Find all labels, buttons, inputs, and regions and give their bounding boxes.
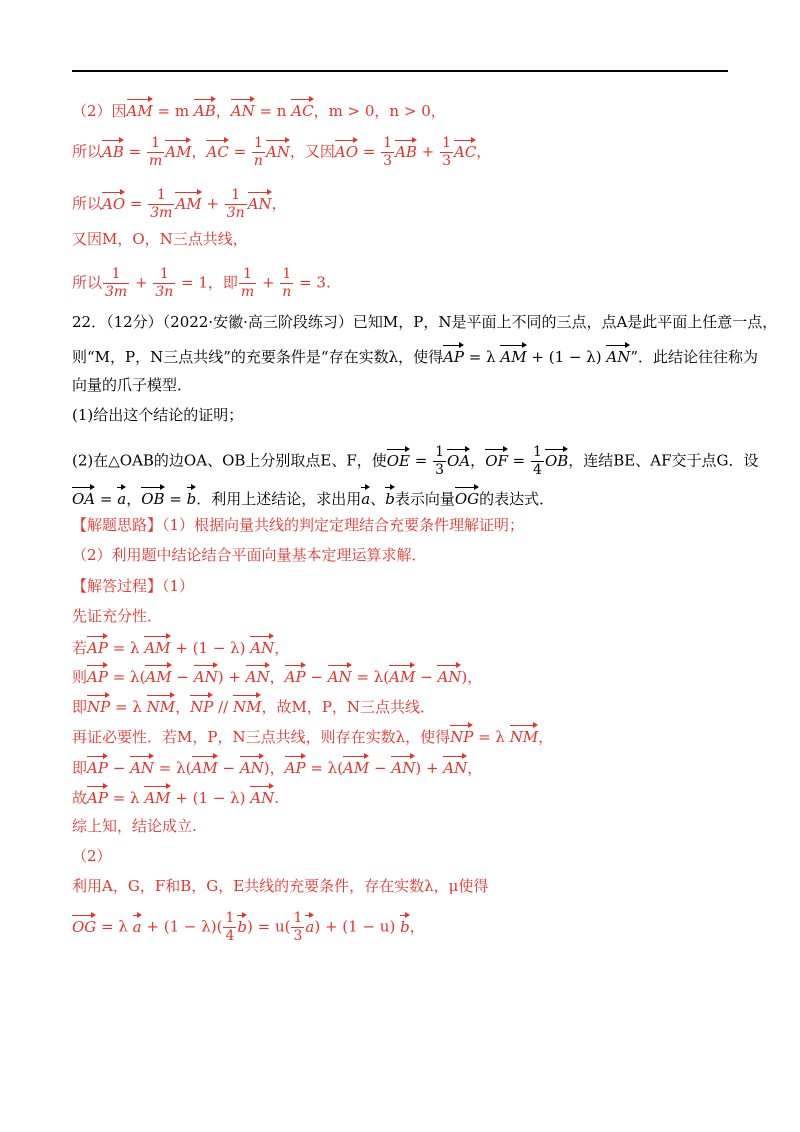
vector: AN bbox=[130, 754, 154, 778]
fraction: $\frac{1}{3}$ bbox=[383, 135, 393, 169]
vector: b bbox=[400, 913, 410, 937]
fraction: $\frac{1}{m}$ bbox=[148, 135, 163, 169]
vector: AN bbox=[443, 754, 467, 778]
vector: AN bbox=[250, 634, 274, 658]
vector: NP bbox=[190, 693, 213, 717]
vector: AN bbox=[606, 343, 630, 367]
vector: a bbox=[305, 913, 314, 937]
solution-line: 即AP − AN = λ(AM − AN)，AP = λ(AM − AN) + AN， bbox=[72, 754, 732, 778]
header-rule bbox=[72, 70, 728, 72]
vector: OG bbox=[455, 485, 479, 509]
vector: AP bbox=[285, 754, 306, 778]
solution-part-2-heading: （2） bbox=[72, 847, 112, 865]
vector: b bbox=[237, 913, 247, 937]
solution-line: 先证充分性． bbox=[72, 607, 163, 625]
vector: AC bbox=[206, 138, 228, 162]
vector: AC bbox=[291, 97, 313, 121]
vector: NP bbox=[87, 693, 110, 717]
vector: AN bbox=[194, 663, 218, 687]
vector: AN bbox=[250, 784, 274, 808]
vector: AB bbox=[102, 138, 124, 162]
vector: AN bbox=[328, 663, 352, 687]
vector: OE bbox=[387, 447, 410, 471]
fraction: $\frac{1}{3m}$ bbox=[105, 266, 128, 300]
vector: AP bbox=[87, 634, 108, 658]
vector: AN bbox=[391, 754, 415, 778]
fraction: $\frac{1}{4}$ bbox=[225, 910, 235, 944]
vector: AN bbox=[437, 663, 461, 687]
vector: AM bbox=[165, 138, 191, 162]
fraction: $\frac{1}{3}$ bbox=[435, 444, 445, 478]
vector: AM bbox=[343, 754, 369, 778]
question-22: 22．（12分）（2022·安徽·高三阶段练习）已知M，P，N是平面上不同的三点，点A是此平面上任意一点， bbox=[72, 313, 778, 331]
vector: b bbox=[187, 485, 197, 509]
vector: b bbox=[385, 485, 395, 509]
vector: OF bbox=[485, 447, 508, 471]
vector: NP bbox=[450, 723, 473, 747]
vector: AN bbox=[266, 138, 290, 162]
question-part-2: (2)在△OAB的边OA、OB上分别取点E、F，使OE = $\frac{1}{3}$ OA，OF = $\frac{1}{4}$ OB，连结BE、AF交于点G．设 bbox=[72, 444, 759, 478]
vector: a bbox=[361, 485, 370, 509]
vector: OB bbox=[545, 447, 568, 471]
solution-line: 利用A，G，F和B，G，E共线的充要条件，存在实数λ，μ使得 bbox=[72, 877, 489, 895]
vector: NM bbox=[233, 693, 261, 717]
vector: AP bbox=[87, 754, 108, 778]
vector: AP bbox=[87, 663, 108, 687]
answer-line-2: 所以AB = $\frac{1}{m}$ AM，AC = $\frac{1}{n}$ AN，又因AO = $\frac{1}{3}$ AB + $\frac{1}{3}$ AC， bbox=[72, 135, 492, 169]
vector: AM bbox=[145, 663, 171, 687]
solution-line: OG = λ a + (1 − λ)( $\frac{1}{4}$ b) = u( $\frac{1}{3}$ a) + (1 − u) b， bbox=[72, 910, 425, 944]
vector: AB bbox=[194, 97, 216, 121]
fraction: $\frac{1}{m}$ bbox=[240, 266, 255, 300]
fraction: $\frac{1}{3}$ bbox=[442, 135, 451, 169]
question-part-1: (1)给出这个结论的证明； bbox=[72, 406, 244, 424]
vector: AM bbox=[127, 97, 153, 121]
solution-line: 再证必要性．若M，P，N三点共线，则存在实数λ，使得NP = λ NM， bbox=[72, 723, 732, 747]
solution-line: 即NP = λ NM，NP // NM，故M，P，N三点共线． bbox=[72, 693, 732, 717]
answer-line-1: （2）因AM = m AB，AN = n AC，m > 0，n > 0， bbox=[72, 97, 732, 121]
vector: a bbox=[133, 913, 142, 937]
vector: a bbox=[117, 485, 126, 509]
question-line-3: 向量的爪子模型． bbox=[72, 376, 193, 394]
vector: AO bbox=[335, 138, 358, 162]
fraction: $\frac{1}{n}$ bbox=[282, 266, 292, 300]
vector: AM bbox=[144, 634, 170, 658]
vector: AO bbox=[102, 190, 125, 214]
solution-idea-2: （2）利用题中结论结合平面向量基本定理运算求解． bbox=[72, 546, 427, 564]
solution-line: 若AP = λ AM + (1 − λ) AN， bbox=[72, 634, 732, 658]
vector: OA bbox=[72, 485, 95, 509]
solution-idea-1: 【解题思路】（1）根据向量共线的判定定理结合充要条件理解证明； bbox=[72, 516, 525, 534]
question-part-2-cont: OA = a，OB = b．利用上述结论，求出用a、b表示向量OG的表达式． bbox=[72, 485, 732, 509]
vector: AP bbox=[87, 784, 108, 808]
vector: AC bbox=[454, 138, 476, 162]
vector: AP bbox=[443, 343, 464, 367]
vector: AN bbox=[246, 663, 270, 687]
vector: AM bbox=[500, 343, 526, 367]
vector: OA bbox=[447, 447, 470, 471]
fraction: $\frac{1}{3n}$ bbox=[155, 266, 174, 300]
vector: NM bbox=[510, 723, 538, 747]
vector: AB bbox=[395, 138, 417, 162]
vector: AN bbox=[231, 97, 255, 121]
fraction: $\frac{1}{3n}$ bbox=[226, 187, 245, 221]
answer-line-4: 又因M，O，N三点共线， bbox=[72, 230, 248, 248]
solution-line: 则AP = λ(AM − AN) + AN，AP − AN = λ(AM − AN)， bbox=[72, 663, 732, 687]
answer-line-5: 所以 $\frac{1}{3m}$ + $\frac{1}{3n}$ = 1，即 $\frac{1}{m}$ + $\frac{1}{n}$ = 3. bbox=[72, 266, 331, 300]
solution-process-heading: 【解答过程】（1） bbox=[72, 577, 195, 595]
vector: AN bbox=[248, 190, 272, 214]
vector: AM bbox=[192, 754, 218, 778]
fraction: $\frac{1}{4}$ bbox=[533, 444, 542, 478]
vector: AM bbox=[175, 190, 201, 214]
vector: NM bbox=[147, 693, 175, 717]
fraction: $\frac{1}{3m}$ bbox=[150, 187, 173, 221]
vector: OG bbox=[72, 913, 96, 937]
vector: AM bbox=[144, 784, 170, 808]
vector: OB bbox=[141, 485, 164, 509]
vector: AM bbox=[389, 663, 415, 687]
answer-line-3: 所以AO = $\frac{1}{3m}$ AM + $\frac{1}{3n}$ AN， bbox=[72, 187, 287, 221]
fraction: $\frac{1}{3}$ bbox=[293, 910, 303, 944]
solution-line: 故AP = λ AM + (1 − λ) AN. bbox=[72, 784, 732, 808]
solution-conclusion: 综上知，结论成立. bbox=[72, 817, 197, 835]
vector: AN bbox=[240, 754, 264, 778]
question-line-2: 则“M，P，N三点共线”的充要条件是“存在实数λ，使得AP = λ AM + (1 − λ) AN”．此结论往往称为 bbox=[72, 343, 732, 367]
vector: AP bbox=[285, 663, 306, 687]
fraction: $\frac{1}{n}$ bbox=[253, 135, 263, 169]
